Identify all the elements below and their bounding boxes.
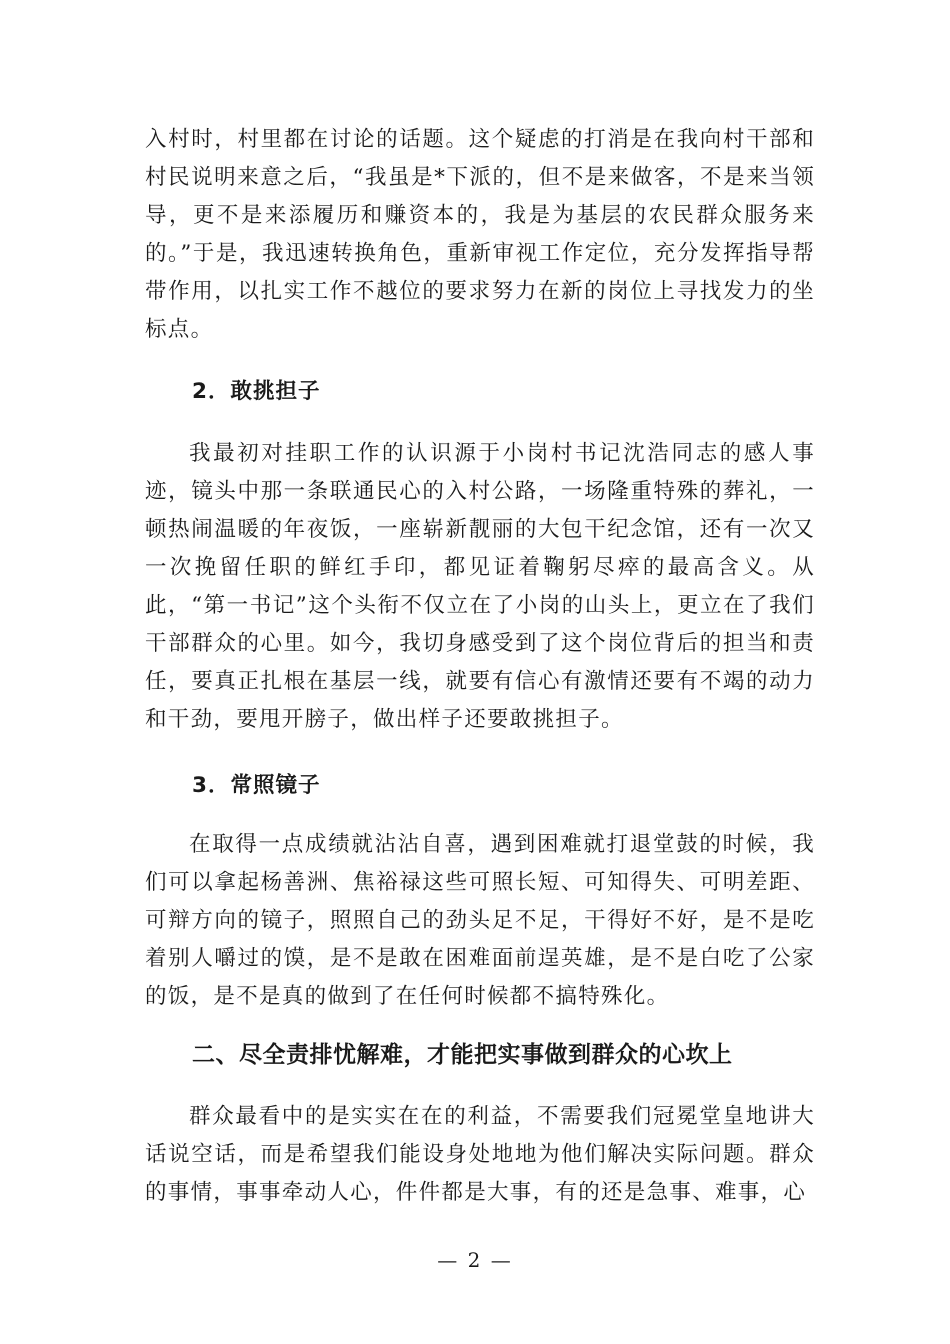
paragraph-continuation: 入村时，村里都在讨论的话题。这个疑虑的打消是在我向村干部和村民说明来意之后，“我虽是*下派的，但不是来做客，不是来当领导，更不是来添履历和赚资本的，我是为基层的农民群众服务来的。”于是，我迅速转换角色，重新审视工作定位，充分发挥指导帮带作用，以扎实工作不越位的要求努力在新的岗位上寻找发力的坐标点。 [145, 127, 815, 342]
paragraph-shen-hao: 我最初对挂职工作的认识源于小岗村书记沈浩同志的感人事迹，镜头中那一条联通民心的入村公路，一场隆重特殊的葬礼，一顿热闹温暖的年夜饭，一座崭新靓丽的大包干纪念馆，还有一次又一次挽留任职的鲜红手印，都见证着鞠躬尽瘁的最高含义。从此，“第一书记”这个头衔不仅立在了小岗的山头上，更立在了我们干部群众的心里。如今，我切身感受到了这个岗位背后的担当和责任，要真正扎根在基层一线，就要有信心有激情还要有不竭的动力和干劲，要甩开膀子，做出样子还要敢挑担子。 [145, 441, 815, 732]
page-number: — 2 — [437, 1248, 513, 1272]
subheading-mirror: 3．常照镜子 [192, 773, 321, 798]
subheading-dare-to-shoulder: 2．敢挑担子 [192, 379, 321, 404]
section-title-two: 二、尽全责排忧解难，才能把实事做到群众的心坎上 [192, 1042, 733, 1068]
paragraph-masses-interests: 群众最看中的是实实在在的利益，不需要我们冠冕堂皇地讲大话说空话，而是希望我们能设身处地地为他们解决实际问题。群众的事情，事事牵动人心，件件都是大事，有的还是急事、难事，心 [145, 1104, 815, 1205]
paragraph-mirror: 在取得一点成绩就沾沾自喜，遇到困难就打退堂鼓的时候，我们可以拿起杨善洲、焦裕禄这些可照长短、可知得失、可明差距、可辩方向的镜子，照照自己的劲头足不足，干得好不好，是不是吃着别人嚼过的馍，是不是敢在困难面前逞英雄，是不是白吃了公家的饭，是不是真的做到了在任何时候都不搞特殊化。 [145, 832, 815, 1009]
